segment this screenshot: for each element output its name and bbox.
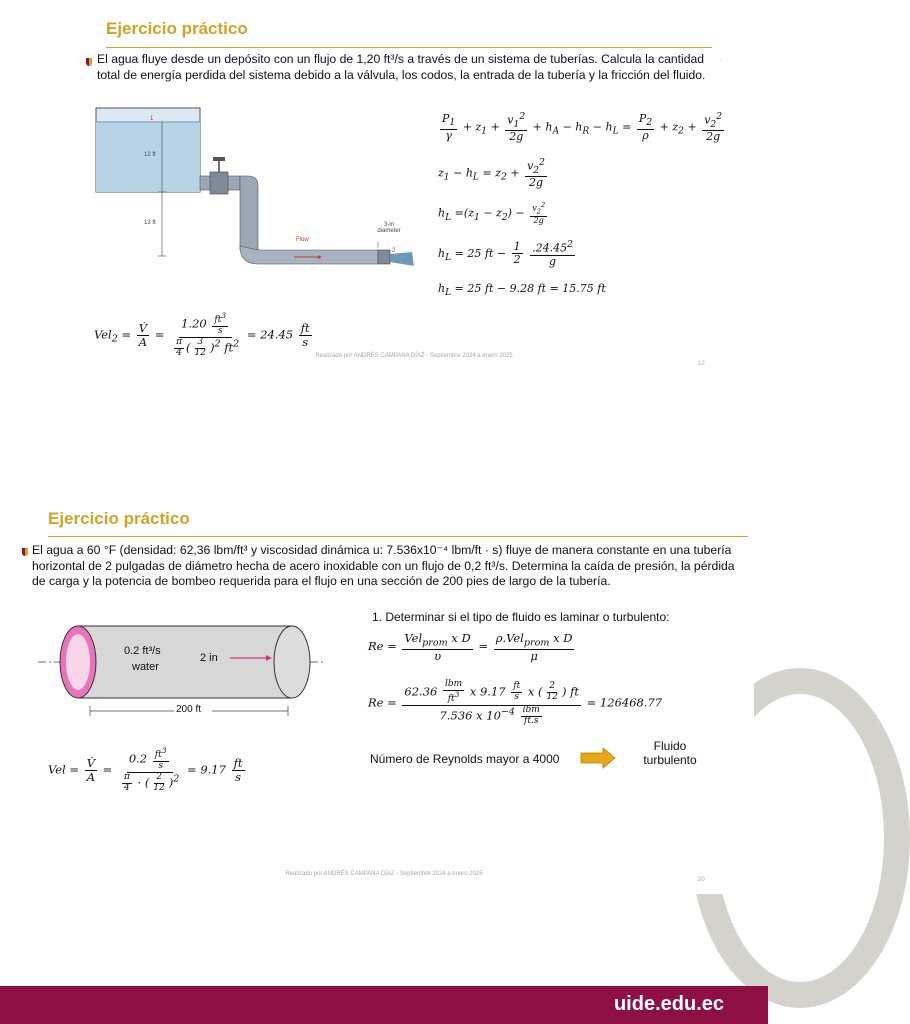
slide-title: Ejercicio práctico [48, 509, 190, 528]
slide-footer: Realizado por ANDRÉS CAMPANA DÍAZ - Septiembre 2024 a enero 2025 [285, 871, 483, 877]
flow-label: Flow [296, 237, 309, 243]
problem-statement: El agua a 60 °F (densidad: 62,36 lbm/ft³ y viscosidad dinámica u: 7.536x10⁻⁴ lbm/ft · s) fluye de manera constante en una tubería horizontal de 2 pulgadas de diámetro hecha de acero inoxidable con un flujo de 0,2 ft³/s. Determina la caída de presión, la pérdida de carga y la potencia de bombeo requerida para el flujo en una sección de 200 pies de largo de la tubería. [32, 543, 735, 588]
reynolds-conclusion-right: Fluido turbulento [643, 739, 697, 767]
point-1-label: 1 [150, 116, 154, 122]
step-1-text: 1. Determinar si el tipo de fluido es laminar o turbulento: [372, 610, 670, 624]
pipe-diameter-label: 2 in [200, 652, 218, 664]
yellow-arrow-icon [581, 748, 615, 768]
slide-title: Ejercicio práctico [106, 19, 248, 38]
problem-statement: El agua fluye desde un depósito con un flujo de 1,20 ft³/s a través de un sistema de tuberías. Calcula la cantidad total de energía perdida del sistema debido a la válvula, los codos, la entrada de la tubería y la fricción del fluido. [97, 52, 706, 82]
brand-url-link[interactable]: uide.edu.ec [613, 993, 724, 1015]
title-rule [106, 47, 712, 48]
reynolds-conclusion-left: Número de Reynolds mayor a 4000 [370, 752, 560, 766]
head-loss-result: $h_L = 25$ ft − 9.28 ft = 15.75 ft [438, 282, 606, 299]
bullet-icon [22, 548, 28, 556]
reynolds-definition: Re = $\frac{Vel_{prom} x D}{\upsilon}$ = $\frac{\rho.Vel_{prom} x D}{\mu}$ [368, 631, 573, 663]
simplified-equation: $z_1 - h_L = z_2$ + $\frac{v_2^2}{2g}$ [438, 157, 545, 189]
slide-12 [40, 0, 723, 378]
height-label-12ft: 12 ft [144, 152, 156, 158]
diameter-label: 3-in diameter [377, 222, 401, 234]
velocity-equation: Vel$_2$ = $\frac{V̇}{A}$ = 1.20 $\frac{ft^3}{s}$ $\frac{\pi}{4}$ ( $\frac{3}{12}$ )$^2$ $ft^2$ = 24.45 $\frac{ft}{s}$ [94, 311, 310, 358]
pipe-flow-label: 0.2 ft³/s [124, 645, 161, 657]
slide-footer: Realizado por ANDRÉS CAMPANA DÍAZ - Septiembre 2024 a enero 2025 [315, 353, 513, 359]
point-2-label: 2 [392, 248, 396, 254]
head-loss-definition: $h_L =(z_1 - z_2)$ − $\frac{v_2^2}{2g}$ [438, 201, 546, 225]
pipe-length-label: 200 ft [176, 704, 202, 715]
horizontal-pipe-diagram [38, 616, 328, 716]
velocity-equation: Vel = $\frac{V̇}{A}$ = 0.2 $\frac{ft^3}{s}$ $\frac{\pi}{4}$ · ( $\frac{2}{12}$ )$^2$ = 9.17 $\frac{ft}{s}$ [48, 746, 243, 793]
brand-footer-bar [0, 986, 768, 1024]
reynolds-calculation: Re = 62.36 $\frac{\text{lbm}}{ft^3}$ x 9.17 $\frac{ft}{s}$ x ( $\frac{2}{12}$ ) ft 7.536 x $10^{-4}$ $\frac{\text{lbm}}{ft.s}$ = 126468.77 [368, 679, 663, 726]
height-label-13ft: 13 ft [144, 220, 156, 226]
tank-pipe-diagram [96, 106, 416, 274]
head-loss-substitution: $h_L = 25$ ft − $\frac{1}{2}$ $\frac{.24.45^2}{g}$ [438, 239, 573, 268]
page-number: 12 [698, 361, 705, 367]
slide-20 [14, 502, 754, 894]
energy-equation: $\frac{P_1}{\gamma}$ + $z_1$ + $\frac{v_1^2}{2g}$ + $h_A - h_R - h_L$ = $\frac{P_2}{\rho}$ + $z_2$ + $\frac{v_2^2}{2g}$ [442, 111, 723, 143]
title-rule [48, 536, 748, 537]
page-number: 20 [698, 877, 705, 883]
pipe-fluid-label: water [132, 661, 159, 673]
bullet-icon [86, 58, 92, 66]
